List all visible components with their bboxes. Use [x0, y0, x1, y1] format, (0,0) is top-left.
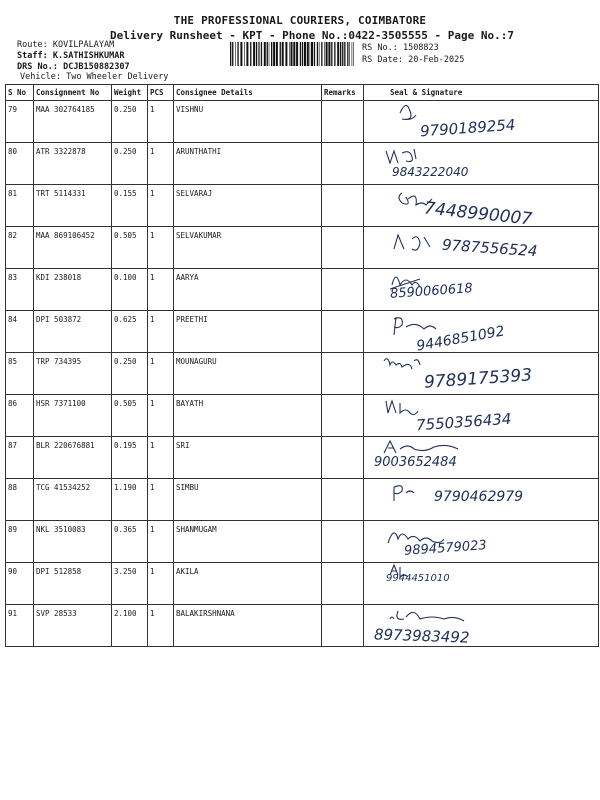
- cell-pcs: 1: [148, 437, 174, 479]
- cell-consignee: VISHNU: [174, 101, 322, 143]
- cell-consignee: SHANMUGAM: [174, 521, 322, 563]
- cell-pcs: 1: [148, 395, 174, 437]
- cell-consignment-no: BLR 220676881: [34, 437, 112, 479]
- col-header-weight: Weight: [112, 85, 148, 101]
- cell-pcs: 1: [148, 311, 174, 353]
- cell-pcs: 1: [148, 521, 174, 563]
- cell-consignee: AKILA: [174, 563, 322, 605]
- handwritten-phone: 8973983492: [373, 625, 470, 647]
- cell-sno: 88: [6, 479, 34, 521]
- cell-consignment-no: SVP 28533: [34, 605, 112, 647]
- cell-signature: [364, 185, 599, 230]
- rs-no-label: RS No.:: [362, 43, 398, 53]
- cell-remarks: [322, 521, 364, 563]
- cell-pcs: 1: [148, 185, 174, 227]
- handwritten-phone: 9843222040: [392, 165, 469, 179]
- cell-sno: 80: [6, 143, 34, 185]
- table-row: [6, 101, 599, 143]
- cell-signature: [364, 479, 599, 521]
- cell-consignee: SELVARAJ: [174, 185, 322, 227]
- cell-consignment-no: ATR 3322878: [34, 143, 112, 185]
- table-row: [6, 437, 599, 479]
- table-row: [6, 227, 599, 269]
- col-header-remarks: Remarks: [322, 85, 364, 101]
- handwritten-phone: 7550356434: [415, 409, 512, 435]
- cell-weight: 0.250: [112, 143, 148, 185]
- cell-weight: 1.190: [112, 479, 148, 521]
- table-row: [6, 143, 599, 185]
- table-row: [6, 353, 599, 395]
- cell-sno: 83: [6, 269, 34, 311]
- handwritten-phone: 9789175393: [423, 365, 533, 393]
- cell-remarks: [322, 479, 364, 521]
- staff-label: Staff:: [17, 51, 48, 61]
- cell-consignment-no: DPI 503872: [34, 311, 112, 353]
- handwritten-phone: 9790462979: [434, 489, 524, 505]
- cell-consignee: SIMBU: [174, 479, 322, 521]
- cell-consignee: PREETHI: [174, 311, 322, 353]
- runsheet-table: [5, 84, 599, 647]
- col-header-consignee: Consignee Details: [174, 85, 322, 101]
- cell-pcs: 1: [148, 143, 174, 185]
- col-header-sno: S No: [6, 85, 34, 101]
- cell-sno: 81: [6, 185, 34, 227]
- cell-weight: 3.250: [112, 563, 148, 605]
- cell-remarks: [322, 185, 364, 227]
- handwritten-phone: 9446851092: [415, 323, 506, 355]
- route-label: Route:: [17, 40, 48, 50]
- handwritten-phone: 9790189254: [419, 115, 516, 141]
- rs-date-label: RS Date:: [362, 55, 403, 65]
- cell-pcs: 1: [148, 563, 174, 605]
- cell-signature: [364, 605, 599, 647]
- handwritten-phone: 9944451010: [386, 573, 450, 584]
- handwritten-phone: 9894579023: [403, 538, 488, 559]
- cell-consignment-no: MAA 302764185: [34, 101, 112, 143]
- cell-sno: 84: [6, 311, 34, 353]
- table-row: [6, 269, 599, 311]
- cell-remarks: [322, 563, 364, 605]
- cell-signature: [364, 227, 599, 269]
- cell-remarks: [322, 395, 364, 437]
- cell-signature: [364, 353, 599, 395]
- drs-value: DCJB150882307: [63, 62, 130, 72]
- drs-label: DRS No.:: [17, 62, 58, 72]
- table-row: [6, 521, 599, 563]
- cell-signature: [364, 143, 599, 185]
- cell-weight: 0.505: [112, 395, 148, 437]
- cell-weight: 0.505: [112, 227, 148, 269]
- rs-no-line: [362, 43, 439, 53]
- cell-consignment-no: HSR 7371100: [34, 395, 112, 437]
- handwritten-phone: 8590060618: [389, 281, 474, 302]
- vehicle-value: Two Wheeler Delivery: [66, 72, 169, 82]
- handwritten-phone: 9003652484: [374, 455, 457, 470]
- cell-sno: 79: [6, 101, 34, 143]
- cell-consignee: AARYA: [174, 269, 322, 311]
- col-header-signature: Seal & Signature: [364, 85, 599, 101]
- cell-pcs: 1: [148, 479, 174, 521]
- table-row: [6, 479, 599, 521]
- cell-pcs: 1: [148, 227, 174, 269]
- cell-consignment-no: KDI 238018: [34, 269, 112, 311]
- cell-sno: 89: [6, 521, 34, 563]
- handwritten-phone: 7448990007: [423, 198, 533, 230]
- cell-weight: 0.155: [112, 185, 148, 227]
- route-line: [17, 40, 114, 50]
- col-header-consignment: Consignment No: [34, 85, 112, 101]
- cell-consignment-no: TCG 41534252: [34, 479, 112, 521]
- barcode: [230, 42, 356, 66]
- cell-weight: 0.365: [112, 521, 148, 563]
- cell-signature: [364, 521, 599, 563]
- handwritten-phone: 9787556524: [441, 235, 538, 261]
- cell-signature: [364, 437, 599, 479]
- cell-weight: 0.250: [112, 101, 148, 143]
- cell-consignee: SRI: [174, 437, 322, 479]
- cell-consignment-no: TRT 5114331: [34, 185, 112, 227]
- cell-remarks: [322, 101, 364, 143]
- cell-signature: [364, 101, 599, 143]
- staff-value: K.SATHISHKUMAR: [52, 51, 125, 61]
- cell-pcs: 1: [148, 269, 174, 311]
- cell-pcs: 1: [148, 605, 174, 647]
- cell-pcs: 1: [148, 353, 174, 395]
- table-row: [6, 605, 599, 647]
- cell-weight: 0.100: [112, 269, 148, 311]
- cell-weight: 2.100: [112, 605, 148, 647]
- cell-remarks: [322, 227, 364, 269]
- rs-date-value: 20-Feb-2025: [408, 55, 465, 65]
- table-row: [6, 563, 599, 605]
- cell-remarks: [322, 143, 364, 185]
- rs-date-line: [362, 55, 464, 65]
- cell-consignee: BAYATH: [174, 395, 322, 437]
- staff-line: [17, 51, 125, 61]
- cell-sno: 86: [6, 395, 34, 437]
- cell-consignee: BALAKIRSHNANA: [174, 605, 322, 647]
- cell-consignment-no: DPI 512858: [34, 563, 112, 605]
- cell-consignment-no: TRP 734395: [34, 353, 112, 395]
- cell-consignee: ARUNTHATHI: [174, 143, 322, 185]
- cell-consignee: SELVAKUMAR: [174, 227, 322, 269]
- table-row: [6, 185, 599, 227]
- cell-sno: 82: [6, 227, 34, 269]
- table-header-row: [6, 85, 599, 101]
- cell-sno: 85: [6, 353, 34, 395]
- cell-sno: 90: [6, 563, 34, 605]
- cell-remarks: [322, 605, 364, 647]
- cell-remarks: [322, 311, 364, 353]
- cell-signature: [364, 311, 599, 353]
- col-header-pcs: PCS: [148, 85, 174, 101]
- drs-line: [17, 62, 130, 72]
- company-title: THE PROFESSIONAL COURIERS, COIMBATORE: [173, 14, 427, 27]
- cell-consignment-no: MAA 869106452: [34, 227, 112, 269]
- cell-weight: 0.250: [112, 353, 148, 395]
- runsheet-title: Delivery Runsheet - KPT - Phone No.:0422-3505555 - Page No.:7: [110, 29, 514, 42]
- rs-no-value: 1508823: [402, 43, 439, 53]
- table-row: [6, 311, 599, 353]
- cell-weight: 0.195: [112, 437, 148, 479]
- vehicle-line: [20, 72, 168, 82]
- cell-signature: [364, 563, 599, 605]
- route-value: KOVILPALAYAM: [52, 40, 115, 50]
- cell-sno: 87: [6, 437, 34, 479]
- cell-weight: 0.625: [112, 311, 148, 353]
- cell-consignment-no: NKL 3510083: [34, 521, 112, 563]
- table-row: [6, 395, 599, 437]
- cell-sno: 91: [6, 605, 34, 647]
- cell-remarks: [322, 353, 364, 395]
- cell-remarks: [322, 437, 364, 479]
- cell-pcs: 1: [148, 101, 174, 143]
- vehicle-label: Vehicle:: [20, 72, 61, 82]
- cell-signature: [364, 269, 599, 311]
- cell-remarks: [322, 269, 364, 311]
- cell-consignee: MOUNAGURU: [174, 353, 322, 395]
- cell-signature: [364, 395, 599, 437]
